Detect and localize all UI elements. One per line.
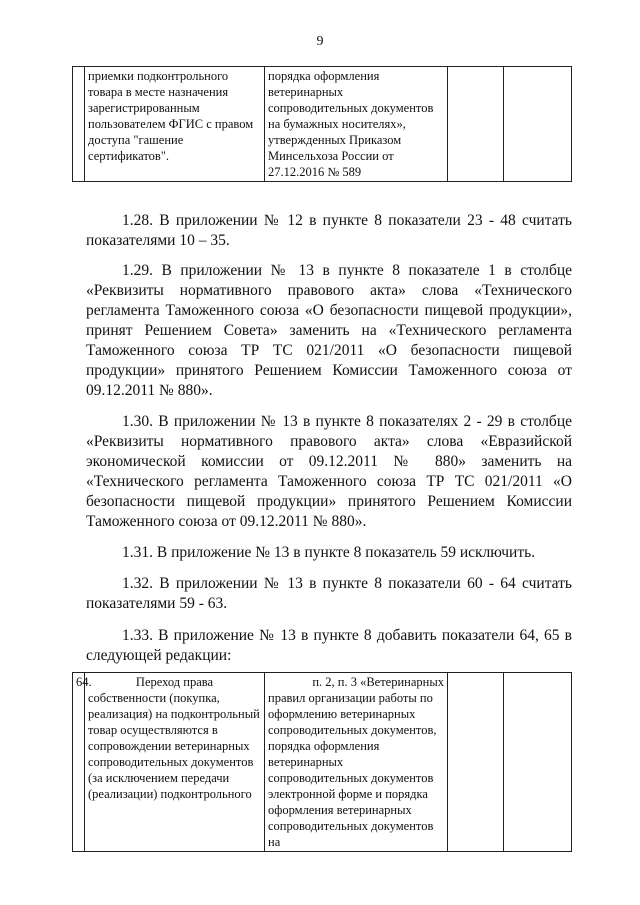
page-number: 9 — [316, 34, 324, 49]
paragraph-1-29: 1.29. В приложении № 13 в пункте 8 показателе 1 в столбце «Реквизиты нормативного правового акта» слова «Технического регламента Таможенного союза «О безопасности пищевой продукции», принят Решением Совета» заменить на «Технического регламента Таможенного союза ТР ТС 021/2011 «О безопасности пищевой продукции» принятого Решением Комиссии Таможенного союза от 09.12.2011 № 880». — [86, 262, 572, 399]
empty-cell — [448, 673, 504, 852]
number-cell: 64. — [73, 673, 85, 852]
description-heading: Переход права — [135, 675, 214, 689]
description-cell: приемки подконтрольного товара в месте назначения зарегистрированным пользователем ФГИС с правом доступа "гашение сертификатов". — [85, 67, 265, 182]
paragraph-1-32: 1.32. В приложении № 13 в пункте 8 показатели 60 - 64 считать показателями 59 - 63. — [86, 575, 572, 612]
empty-cell — [448, 67, 504, 182]
empty-cell — [504, 673, 572, 852]
reference-text: правил организации работы по оформлению ветеринарных сопроводительных документов, порядка оформления ветеринарных сопроводительных документов электронной форме и порядка оформления ветеринарных сопроводительных документов на — [268, 691, 437, 849]
reference-heading: п. 2, п. 3 «Ветеринарных — [312, 675, 444, 689]
paragraph-1-28: 1.28. В приложении № 12 в пункте 8 показатели 23 - 48 считать показателями 10 – 35. — [86, 212, 572, 249]
indicator-table — [72, 672, 572, 852]
continued-table — [72, 66, 572, 182]
description-text: собственности (покупка, реализация) на подконтрольный товар осуществляются в сопровождении ветеринарных сопроводительных документов (за исключением передачи (реализации) подконтрольного — [88, 691, 260, 801]
description-cell — [85, 673, 265, 852]
paragraph-1-31: 1.31. В приложение № 13 в пункте 8 показатель 59 исключить. — [122, 544, 536, 561]
empty-cell — [504, 67, 572, 182]
paragraph-1-33: 1.33. В приложение № 13 в пункте 8 добавить показатели 64, 65 в следующей редакции: — [86, 627, 572, 664]
table-row — [73, 67, 572, 182]
number-cell — [73, 67, 85, 182]
table-row — [73, 673, 572, 852]
reference-cell — [265, 673, 448, 852]
paragraph-1-30: 1.30. В приложении № 13 в пункте 8 показателях 2 - 29 в столбце «Реквизиты нормативного правового акта» слова «Евразийской экономической комиссии от 09.12.2011 № 880» заменить на «Технического регламента Таможенного союза ТР ТС 021/2011 «О безопасности пищевой продукции» принятого Решением Комиссии Таможенного союза от 09.12.2011 № 880». — [86, 413, 572, 530]
reference-cell: порядка оформления ветеринарных сопроводительных документов на бумажных носителях», утвержденных Приказом Минсельхоза России от 27.12.2016 № 589 — [265, 67, 448, 182]
